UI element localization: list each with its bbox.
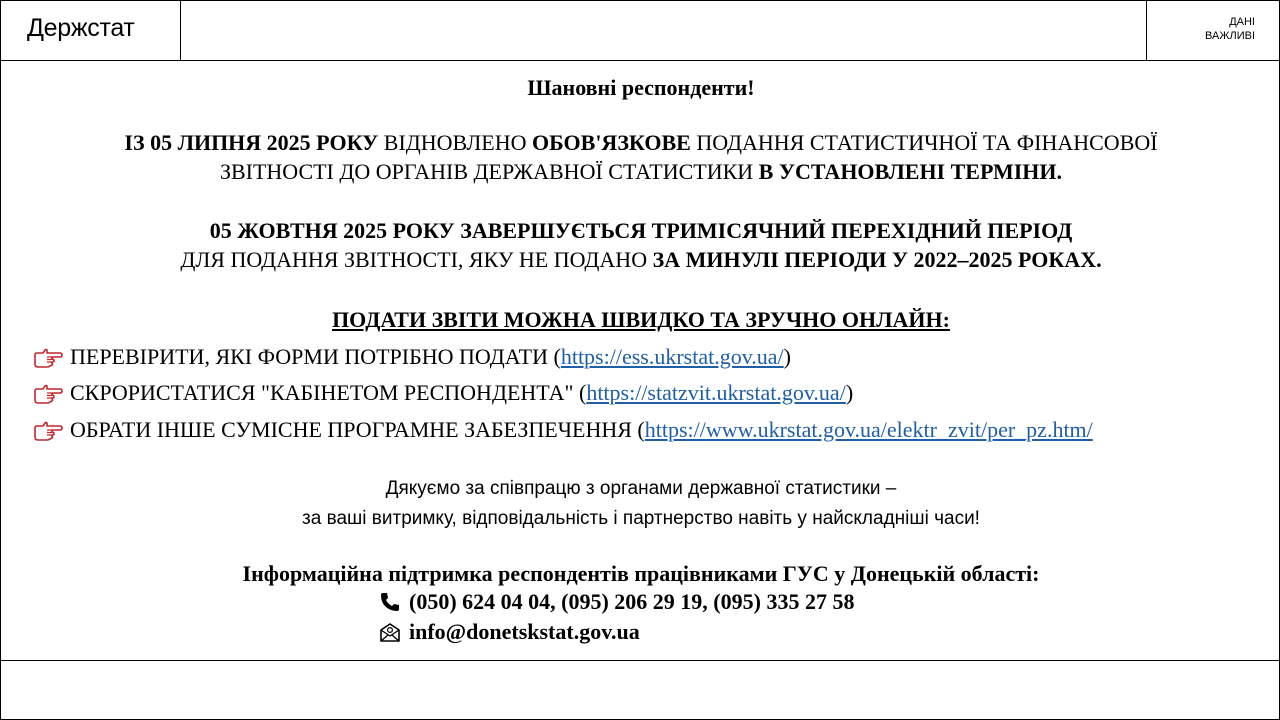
- list-item: [33, 417, 1093, 443]
- envelope-icon: [379, 621, 401, 643]
- logo-box: [1, 1, 181, 60]
- list-item: [33, 344, 791, 370]
- item-2-close: ): [845, 380, 854, 405]
- tagline: [1205, 15, 1255, 43]
- list-item: [33, 380, 853, 406]
- pointing-hand-icon: [33, 419, 63, 441]
- support-heading: Інформаційна підтримка респондентів працівниками ГУС у Донецькій області:: [242, 561, 1040, 586]
- p1-text: ВІДНОВЛЕНО: [378, 130, 533, 155]
- p1-date: ІЗ 05 ЛИПНЯ 2025 РОКУ: [124, 130, 379, 155]
- p2-periods: ЗА МИНУЛІ ПЕРІОДИ У 2022–2025 РОКАХ.: [652, 247, 1102, 272]
- paragraph-1-line-2: [1, 159, 1280, 185]
- paragraph-2-line-1: 05 ЖОВТНЯ 2025 РОКУ ЗАВЕРШУЄТЬСЯ ТРИМІСЯЧНИЙ ПЕРЕХІДНИЙ ПЕРІОД: [209, 218, 1073, 243]
- pointing-hand-icon: [33, 382, 63, 404]
- tagline-line-2: ВАЖЛИВІ: [1205, 30, 1255, 42]
- p1-mandatory: ОБОВ'ЯЗКОВЕ: [532, 130, 691, 155]
- p2-text: ДЛЯ ПОДАННЯ ЗВІТНОСТІ, ЯКУ НЕ ПОДАНО: [180, 247, 653, 272]
- item-1-text: ПЕРЕВІРИТИ, ЯКІ ФОРМИ ПОТРІБНО ПОДАТИ (: [70, 344, 561, 369]
- item-2-text: СКРОРИСТАТИСЯ "КАБІНЕТОМ РЕСПОНДЕНТА" (: [70, 380, 587, 405]
- email-row: [379, 619, 640, 645]
- paragraph-2-line-2: [1, 247, 1280, 273]
- logo[interactable]: Держстат: [27, 14, 135, 42]
- paragraph-1-line-1: [1, 130, 1280, 156]
- software-link[interactable]: https://www.ukrstat.gov.ua/elektr_zvit/per_pz.htm/: [644, 417, 1093, 442]
- tagline-line-1: ДАНІ: [1229, 16, 1255, 28]
- p1-text-3: ЗВІТНОСТІ ДО ОРГАНІВ ДЕРЖАВНОЇ СТАТИСТИКИ: [219, 159, 759, 184]
- p1-deadline: В УСТАНОВЛЕНІ ТЕРМІНИ.: [758, 159, 1063, 184]
- online-heading: ПОДАТИ ЗВІТИ МОЖНА ШВИДКО ТА ЗРУЧНО ОНЛАЙН:: [332, 307, 950, 332]
- tagline-box: [1146, 1, 1279, 60]
- phone-numbers: (050) 624 04 04, (095) 206 29 19, (095) 335 27 58: [409, 589, 855, 614]
- phones-row: [379, 589, 854, 615]
- greeting: Шановні респонденти!: [527, 75, 755, 100]
- item-3-text: ОБРАТИ ІНШЕ СУМІСНЕ ПРОГРАМНЕ ЗАБЕЗПЕЧЕННЯ (: [70, 417, 645, 442]
- notice-panel: [0, 60, 1280, 661]
- phone-icon: [379, 591, 401, 613]
- pointing-hand-icon: [33, 346, 63, 368]
- thanks-line-2: за ваші витримку, відповідальність і партнерство навіть у найскладніші часи!: [302, 508, 980, 529]
- footer: [0, 660, 1280, 720]
- email-address[interactable]: info@donetskstat.gov.ua: [409, 619, 640, 644]
- p1-text-2: ПОДАННЯ СТАТИСТИЧНОЇ ТА ФІНАНСОВОЇ: [690, 130, 1158, 155]
- header: [0, 0, 1280, 61]
- ess-link[interactable]: https://ess.ukrstat.gov.ua/: [560, 344, 784, 369]
- thanks-line-1: Дякуємо за співпрацю з органами державної статистики –: [385, 478, 897, 499]
- item-1-close: ): [783, 344, 791, 369]
- statzvit-link[interactable]: https://statzvit.ukrstat.gov.ua/: [586, 380, 846, 405]
